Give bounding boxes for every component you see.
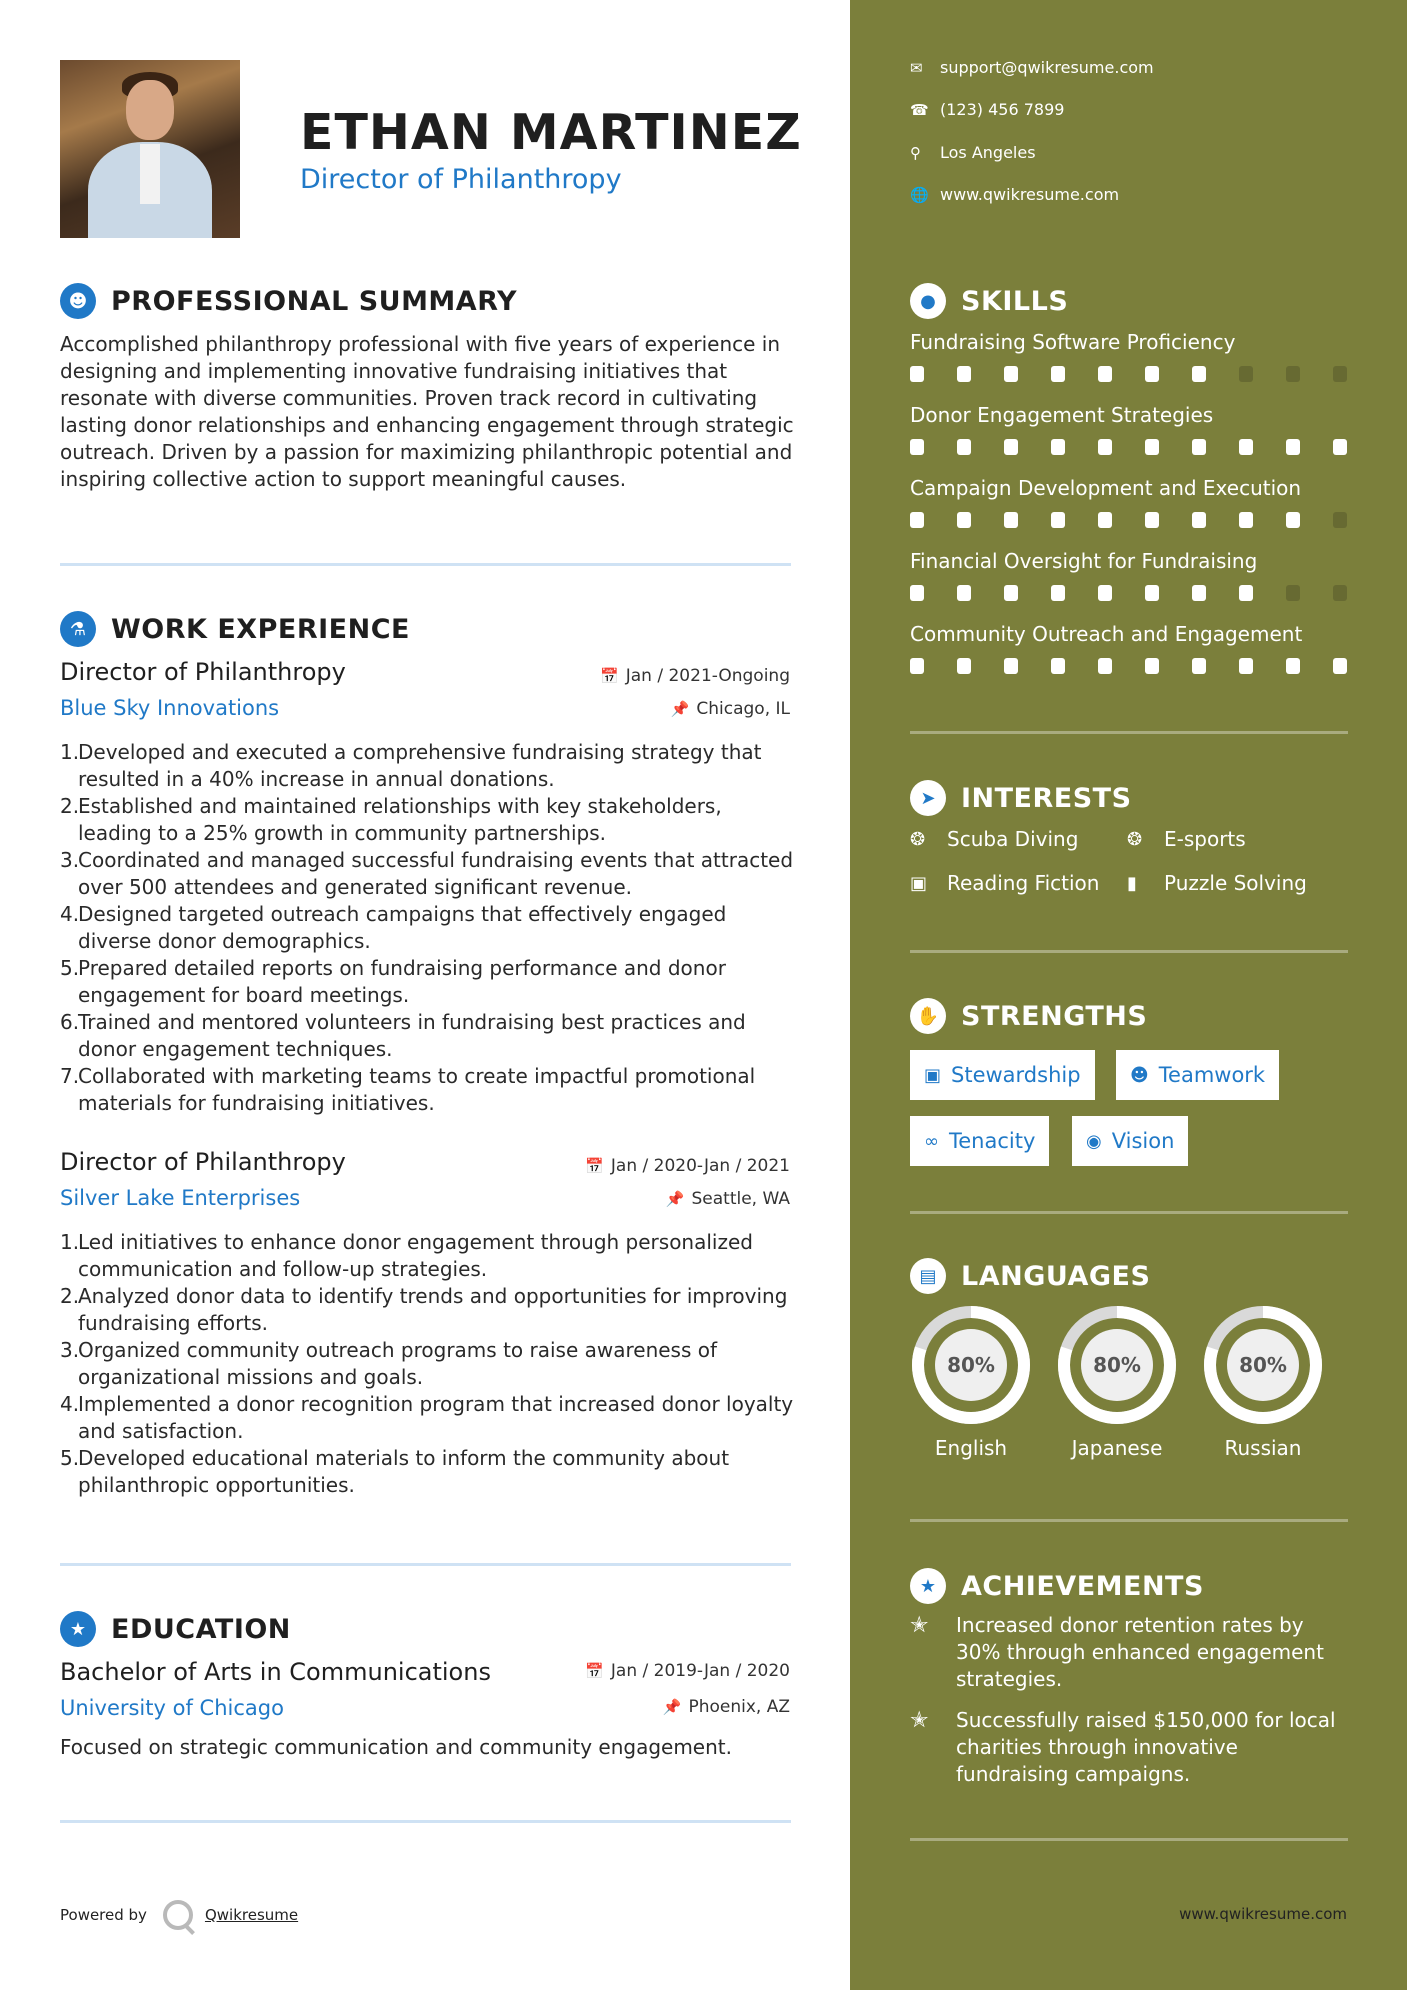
achievement-text: Successfully raised $150,000 for local charities through innovative fundraising campaigns. bbox=[956, 1708, 1336, 1786]
list-number: 3. bbox=[60, 848, 80, 872]
job-dates-text: Jan / 2020-Jan / 2021 bbox=[610, 1156, 790, 1176]
list-number: 7. bbox=[60, 1064, 80, 1088]
powered-by bbox=[60, 1900, 298, 1930]
skill-dot bbox=[1192, 366, 1206, 382]
list-number: 4. bbox=[60, 902, 80, 926]
skill-dot bbox=[1286, 658, 1300, 674]
skill-dot bbox=[1098, 439, 1112, 455]
divider bbox=[910, 1838, 1348, 1841]
achievement-item bbox=[910, 1612, 1350, 1693]
skill-dot bbox=[1333, 439, 1347, 455]
job-dates bbox=[585, 1156, 790, 1176]
list-item bbox=[60, 1283, 800, 1337]
link-icon: ∞ bbox=[924, 1130, 939, 1152]
list-item bbox=[60, 1063, 800, 1117]
skill-dot bbox=[1192, 512, 1206, 528]
candidate-name: ETHAN MARTINEZ bbox=[300, 104, 802, 161]
list-text: Established and maintained relationships with key stakeholders, leading to a 25% growth in community partnerships. bbox=[78, 794, 722, 845]
list-text: Trained and mentored volunteers in fundraising best practices and donor engagement techniques. bbox=[78, 1010, 746, 1061]
calendar-icon: 📅 bbox=[585, 1662, 604, 1680]
list-number: 4. bbox=[60, 1392, 80, 1416]
skill-dot bbox=[1239, 658, 1253, 674]
interests-title: INTERESTS bbox=[961, 782, 1132, 814]
interest-label: E-sports bbox=[1164, 827, 1246, 851]
strength-tag bbox=[910, 1116, 1049, 1166]
pin-icon: 📌 bbox=[665, 1190, 685, 1208]
skill-dot bbox=[1239, 585, 1253, 601]
language-percent: 80% bbox=[947, 1353, 995, 1377]
skills-title: SKILLS bbox=[961, 285, 1069, 317]
skill-dot bbox=[1051, 439, 1065, 455]
lifebuoy-icon: ❂ bbox=[1127, 828, 1143, 850]
skill-dot bbox=[1286, 585, 1300, 601]
job-dates-text: Jan / 2021-Ongoing bbox=[625, 666, 790, 686]
skill-dot bbox=[957, 658, 971, 674]
strength-tag bbox=[1116, 1050, 1279, 1100]
skill-dot bbox=[1192, 585, 1206, 601]
interest-item bbox=[910, 827, 1078, 851]
achievements-title: ACHIEVEMENTS bbox=[961, 1570, 1204, 1602]
education-text: Focused on strategic communication and community engagement. bbox=[60, 1735, 732, 1759]
language-item bbox=[1202, 1304, 1324, 1460]
paper-plane-icon: ➤ bbox=[910, 780, 946, 816]
strength-tag bbox=[1072, 1116, 1188, 1166]
pin-icon: 📌 bbox=[670, 700, 690, 718]
languages-heading bbox=[910, 1258, 1150, 1294]
divider bbox=[910, 1519, 1348, 1522]
list-text: Designed targeted outreach campaigns that effectively engaged diverse donor demographics. bbox=[78, 902, 727, 953]
achievements-heading bbox=[910, 1568, 1204, 1604]
strengths-title: STRENGTHS bbox=[961, 1000, 1148, 1032]
summary-title: PROFESSIONAL SUMMARY bbox=[111, 285, 518, 317]
skill-dot bbox=[1051, 585, 1065, 601]
skill-dot bbox=[910, 366, 924, 382]
list-number: 3. bbox=[60, 1338, 80, 1362]
contact-website-text: www.qwikresume.com bbox=[940, 185, 1120, 204]
strength-label: Vision bbox=[1111, 1129, 1175, 1153]
skill-dot bbox=[1098, 512, 1112, 528]
skill-dot bbox=[1239, 512, 1253, 528]
strength-label: Stewardship bbox=[951, 1063, 1081, 1087]
contact-location bbox=[910, 143, 1036, 162]
sidebar bbox=[850, 0, 1407, 1990]
education-location-text: Phoenix, AZ bbox=[688, 1697, 790, 1717]
skill-label: Community Outreach and Engagement bbox=[910, 622, 1303, 646]
calendar-icon: 📅 bbox=[585, 1157, 604, 1175]
skill-dot bbox=[1004, 366, 1018, 382]
interest-label: Puzzle Solving bbox=[1164, 871, 1307, 895]
skill-dot bbox=[1051, 658, 1065, 674]
language-name: Japanese bbox=[1071, 1436, 1163, 1460]
contact-phone[interactable] bbox=[910, 100, 1064, 119]
job-location bbox=[671, 699, 790, 719]
list-item bbox=[60, 739, 800, 793]
list-number: 1. bbox=[60, 1230, 80, 1254]
lifebuoy-icon: ❂ bbox=[910, 828, 926, 850]
strength-tag bbox=[910, 1050, 1095, 1100]
skill-label: Fundraising Software Proficiency bbox=[910, 330, 1236, 354]
skill-dot bbox=[1145, 512, 1159, 528]
powered-by-text: Powered by bbox=[60, 1906, 147, 1924]
qwikresume-link[interactable]: Qwikresume bbox=[204, 1906, 299, 1924]
chair-icon: ⚗ bbox=[60, 611, 96, 647]
job-dates bbox=[600, 666, 790, 686]
strength-label: Teamwork bbox=[1158, 1063, 1266, 1087]
list-number: 5. bbox=[60, 956, 80, 980]
skill-dot bbox=[1004, 439, 1018, 455]
job-location-text: Seattle, WA bbox=[691, 1189, 790, 1209]
skill-label: Financial Oversight for Fundraising bbox=[910, 549, 1258, 573]
interest-item bbox=[1127, 827, 1246, 851]
language-ring bbox=[1202, 1304, 1324, 1426]
skill-dot bbox=[1004, 585, 1018, 601]
list-item bbox=[60, 793, 800, 847]
list-item bbox=[60, 1009, 800, 1063]
languages-title: LANGUAGES bbox=[961, 1260, 1151, 1292]
graduate-icon: ★ bbox=[60, 1611, 96, 1647]
calendar-icon: 📅 bbox=[600, 667, 619, 685]
education-title: EDUCATION bbox=[111, 1613, 291, 1645]
book-icon: ▮ bbox=[1127, 872, 1137, 894]
skill-label: Campaign Development and Execution bbox=[910, 476, 1302, 500]
pin-icon: 📌 bbox=[662, 1698, 682, 1716]
education-dates-text: Jan / 2019-Jan / 2020 bbox=[610, 1661, 790, 1681]
list-text: Developed educational materials to inform the community about philanthropic opportunities. bbox=[78, 1446, 730, 1497]
summary-heading bbox=[60, 283, 517, 319]
list-number: 1. bbox=[60, 740, 80, 764]
list-item bbox=[60, 1391, 800, 1445]
star-badge-icon: ★ bbox=[910, 1568, 946, 1604]
footer-url[interactable]: www.qwikresume.com bbox=[1179, 1905, 1347, 1923]
language-item bbox=[1056, 1304, 1178, 1460]
experience-title: WORK EXPERIENCE bbox=[111, 613, 410, 645]
school-name: University of Chicago bbox=[60, 1696, 284, 1720]
skill-dot bbox=[957, 366, 971, 382]
interests-heading bbox=[910, 780, 1132, 816]
skill-rating bbox=[910, 366, 1347, 382]
skill-dot bbox=[957, 585, 971, 601]
interest-label: Scuba Diving bbox=[947, 827, 1079, 851]
list-text: Developed and executed a comprehensive fundraising strategy that resulted in a 40% increase in annual donations. bbox=[78, 740, 762, 791]
skill-dot bbox=[1145, 366, 1159, 382]
skill-rating bbox=[910, 512, 1347, 528]
skill-dot bbox=[1286, 512, 1300, 528]
list-text: Prepared detailed reports on fundraising performance and donor engagement for board meetings. bbox=[78, 956, 726, 1007]
divider bbox=[910, 1211, 1348, 1214]
language-name: English bbox=[934, 1436, 1008, 1460]
globe-icon: 🌐 bbox=[910, 185, 929, 204]
list-text: Organized community outreach programs to raise awareness of organizational missions and goals. bbox=[78, 1338, 718, 1389]
contact-location-text: Los Angeles bbox=[940, 143, 1036, 162]
list-number: 2. bbox=[60, 1284, 80, 1308]
skill-dot bbox=[910, 512, 924, 528]
phone-icon: ☎ bbox=[910, 100, 929, 119]
job-location-text: Chicago, IL bbox=[696, 699, 790, 719]
list-item bbox=[60, 901, 800, 955]
skill-dot bbox=[1286, 439, 1300, 455]
skill-rating bbox=[910, 658, 1347, 674]
translate-icon: ▤ bbox=[910, 1258, 946, 1294]
language-item bbox=[910, 1304, 1032, 1460]
divider bbox=[910, 950, 1348, 953]
skills-heading bbox=[910, 283, 1068, 319]
skill-rating bbox=[910, 439, 1347, 455]
skill-dot bbox=[1051, 512, 1065, 528]
achievement-item bbox=[910, 1707, 1350, 1788]
users-icon: ☻ bbox=[1130, 1064, 1149, 1086]
list-item bbox=[60, 847, 800, 901]
user-icon: ☻ bbox=[60, 283, 96, 319]
list-item bbox=[60, 1445, 800, 1499]
binoculars-icon: ◉ bbox=[1086, 1130, 1102, 1152]
job-company: Blue Sky Innovations bbox=[60, 696, 280, 720]
skill-dot bbox=[1145, 658, 1159, 674]
skill-dot bbox=[1051, 366, 1065, 382]
fist-icon: ✋ bbox=[910, 998, 946, 1034]
skill-rating bbox=[910, 585, 1347, 601]
list-item bbox=[60, 1229, 800, 1283]
education-heading bbox=[60, 1611, 291, 1647]
list-text: Collaborated with marketing teams to create impactful promotional materials for fundraising initiatives. bbox=[78, 1064, 756, 1115]
skill-dot bbox=[1286, 366, 1300, 382]
skill-dot bbox=[1192, 439, 1206, 455]
divider bbox=[60, 1563, 791, 1566]
interest-item bbox=[1127, 871, 1307, 895]
divider bbox=[60, 563, 791, 566]
summary-text: Accomplished philanthropy professional with five years of experience in designing and implementing innovative fundraising initiatives that resonate with diverse communities. Proven track record in cultivating lasting donor relationships and enhancing engagement through strategic outreach. Driven by a passion for maximizing philanthropic potential and inspiring collective action to support meaningful causes. bbox=[60, 332, 794, 491]
language-percent: 80% bbox=[1093, 1353, 1141, 1377]
skill-dot bbox=[1239, 439, 1253, 455]
list-text: Analyzed donor data to identify trends and opportunities for improving fundraising efforts. bbox=[78, 1284, 788, 1335]
lightbulb-icon: ● bbox=[910, 283, 946, 319]
job-bullets bbox=[60, 1229, 800, 1499]
job-company: Silver Lake Enterprises bbox=[60, 1186, 301, 1210]
star-icon: ✭ bbox=[910, 1613, 929, 1638]
envelope-icon: ✉ bbox=[910, 58, 923, 77]
contact-email[interactable] bbox=[910, 58, 1154, 77]
strength-label: Tenacity bbox=[949, 1129, 1036, 1153]
briefcase-icon: ▣ bbox=[924, 1064, 942, 1086]
list-text: Led initiatives to enhance donor engagement through personalized communication and follow-up strategies. bbox=[78, 1230, 753, 1281]
language-name: Russian bbox=[1224, 1436, 1302, 1460]
interest-label: Reading Fiction bbox=[947, 871, 1100, 895]
skill-dot bbox=[1333, 585, 1347, 601]
skill-dot bbox=[1145, 585, 1159, 601]
contact-website[interactable] bbox=[910, 185, 1119, 204]
skill-dot bbox=[910, 585, 924, 601]
list-item bbox=[60, 1337, 800, 1391]
skill-dot bbox=[1098, 585, 1112, 601]
achievement-text: Increased donor retention rates by 30% through enhanced engagement strategies. bbox=[956, 1613, 1324, 1691]
list-number: 5. bbox=[60, 1446, 80, 1470]
language-ring bbox=[1056, 1304, 1178, 1426]
skill-dot bbox=[1192, 658, 1206, 674]
skill-dot bbox=[1098, 366, 1112, 382]
skill-dot bbox=[1004, 658, 1018, 674]
job-location bbox=[666, 1189, 790, 1209]
list-number: 6. bbox=[60, 1010, 80, 1034]
star-icon: ✭ bbox=[910, 1708, 929, 1733]
education-location bbox=[663, 1697, 790, 1717]
candidate-role: Director of Philanthropy bbox=[300, 164, 622, 195]
divider bbox=[910, 731, 1348, 734]
job-bullets bbox=[60, 739, 800, 1117]
list-text: Coordinated and managed successful fundraising events that attracted over 500 attendees and generated significant revenue. bbox=[78, 848, 794, 899]
skill-dot bbox=[1333, 512, 1347, 528]
profile-photo bbox=[60, 60, 240, 238]
skill-dot bbox=[1145, 439, 1159, 455]
language-percent: 80% bbox=[1239, 1353, 1287, 1377]
job-title: Director of Philanthropy bbox=[60, 658, 346, 686]
qwikresume-logo-icon bbox=[163, 1900, 193, 1930]
skill-dot bbox=[957, 439, 971, 455]
education-dates bbox=[585, 1661, 790, 1681]
contact-phone-text: (123) 456 7899 bbox=[940, 100, 1065, 119]
interest-item bbox=[910, 871, 1099, 895]
job-title: Director of Philanthropy bbox=[60, 1148, 346, 1176]
list-item bbox=[60, 955, 800, 1009]
skill-dot bbox=[910, 658, 924, 674]
list-number: 2. bbox=[60, 794, 80, 818]
skill-dot bbox=[957, 512, 971, 528]
map-pin-icon: ⚲ bbox=[910, 143, 921, 162]
experience-heading bbox=[60, 611, 410, 647]
skill-dot bbox=[1239, 366, 1253, 382]
list-text: Implemented a donor recognition program that increased donor loyalty and satisfaction. bbox=[78, 1392, 794, 1443]
skill-dot bbox=[1333, 658, 1347, 674]
contact-email-text: support@qwikresume.com bbox=[940, 58, 1154, 77]
divider bbox=[60, 1820, 791, 1823]
skill-dot bbox=[1098, 658, 1112, 674]
strengths-heading bbox=[910, 998, 1147, 1034]
gamepad-icon: ▣ bbox=[910, 872, 928, 894]
language-ring bbox=[910, 1304, 1032, 1426]
degree-title: Bachelor of Arts in Communications bbox=[60, 1658, 491, 1686]
skill-dot bbox=[1333, 366, 1347, 382]
skill-dot bbox=[1004, 512, 1018, 528]
skill-dot bbox=[910, 439, 924, 455]
skill-label: Donor Engagement Strategies bbox=[910, 403, 1214, 427]
